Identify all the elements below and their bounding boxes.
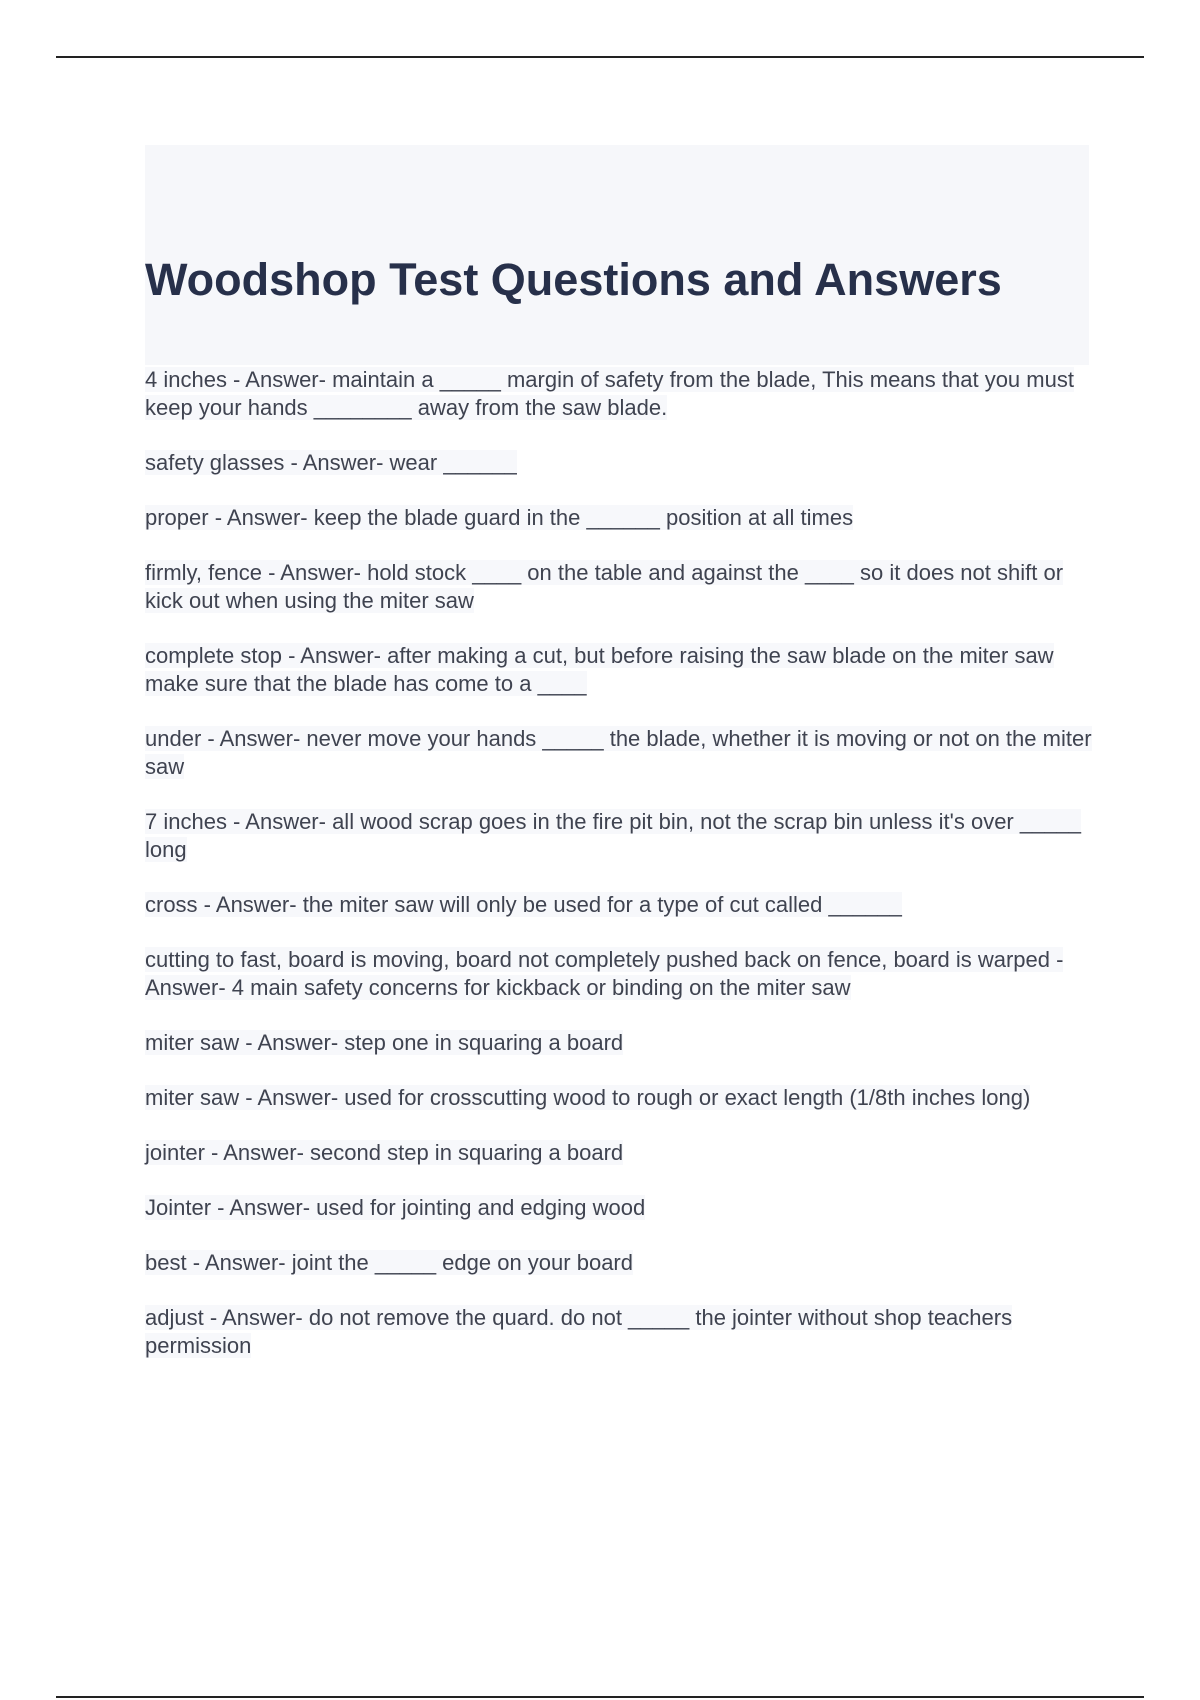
- qa-item: [145, 1139, 1095, 1167]
- qa-item-text: under - Answer- never move your hands _____ the blade, whether it is moving or not on the miter saw: [145, 726, 1092, 779]
- qa-item-text: Jointer - Answer- used for jointing and edging wood: [145, 1195, 646, 1220]
- qa-item: [145, 946, 1095, 1002]
- qa-item: [145, 1084, 1095, 1112]
- qa-list: [145, 366, 1095, 1387]
- title-block: [145, 145, 1089, 365]
- top-rule: [56, 56, 1144, 58]
- qa-item: [145, 1029, 1095, 1057]
- qa-item-text: complete stop - Answer- after making a cut, but before raising the saw blade on the miter saw make sure that the blade has come to a ____: [145, 643, 1054, 696]
- qa-item-text: 7 inches - Answer- all wood scrap goes in the fire pit bin, not the scrap bin unless it's over _____ long: [145, 809, 1082, 862]
- bottom-rule: [56, 1696, 1144, 1698]
- qa-item-text: safety glasses - Answer- wear ______: [145, 450, 517, 475]
- qa-item: [145, 504, 1095, 532]
- qa-item-text: cutting to fast, board is moving, board not completely pushed back on fence, board is warped - Answer- 4 main safety concerns for kickback or binding on the miter saw: [145, 947, 1064, 1000]
- qa-item: [145, 642, 1095, 698]
- qa-item-text: best - Answer- joint the _____ edge on your board: [145, 1250, 633, 1275]
- qa-item: [145, 725, 1095, 781]
- qa-item: [145, 449, 1095, 477]
- qa-item: [145, 559, 1095, 615]
- qa-item: [145, 808, 1095, 864]
- qa-item-text: miter saw - Answer- used for crosscutting wood to rough or exact length (1/8th inches long): [145, 1085, 1031, 1110]
- page-title: Woodshop Test Questions and Answers: [145, 254, 1002, 305]
- qa-item-text: proper - Answer- keep the blade guard in the ______ position at all times: [145, 505, 854, 530]
- qa-item-text: miter saw - Answer- step one in squaring a board: [145, 1030, 624, 1055]
- qa-item: [145, 891, 1095, 919]
- qa-item-text: firmly, fence - Answer- hold stock ____ on the table and against the ____ so it does not shift or kick out when using the miter saw: [145, 560, 1064, 613]
- qa-item-text: jointer - Answer- second step in squaring a board: [145, 1140, 624, 1165]
- qa-item: [145, 366, 1095, 422]
- qa-item: [145, 1249, 1095, 1277]
- qa-item-text: 4 inches - Answer- maintain a _____ margin of safety from the blade, This means that you must keep your hands ________ away from the saw blade.: [145, 367, 1074, 420]
- qa-item: [145, 1194, 1095, 1222]
- qa-item: [145, 1304, 1095, 1360]
- qa-item-text: cross - Answer- the miter saw will only be used for a type of cut called ______: [145, 892, 902, 917]
- qa-item-text: adjust - Answer- do not remove the quard. do not _____ the jointer without shop teachers permission: [145, 1305, 1013, 1358]
